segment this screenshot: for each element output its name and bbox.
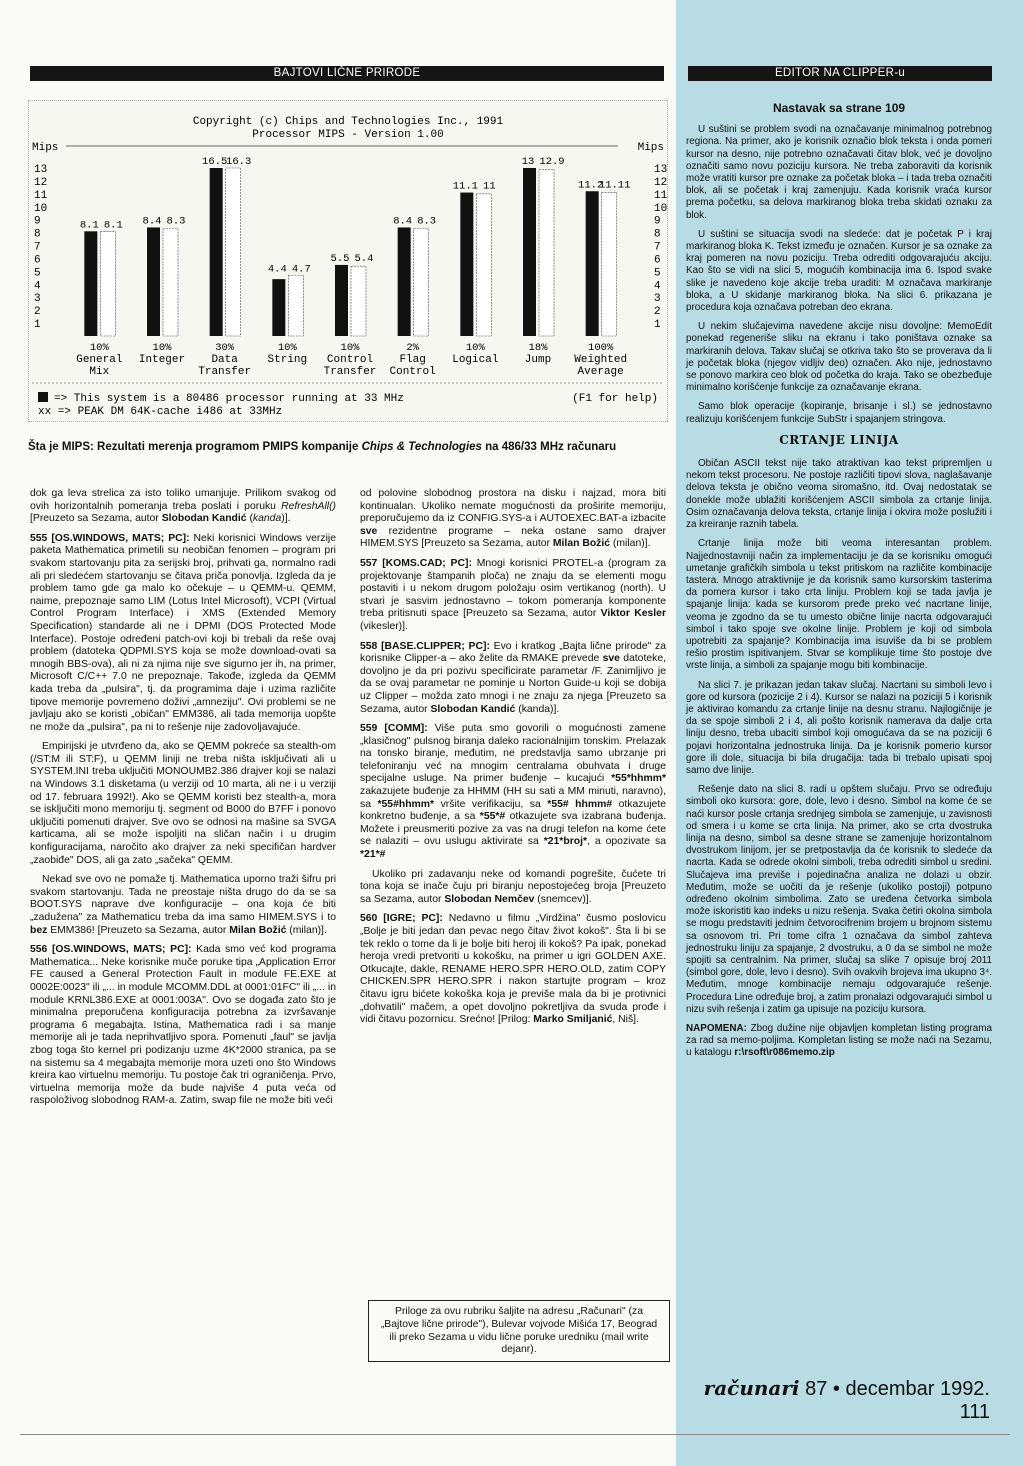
bar-this-system [523,168,536,336]
paragraph: 560 [IGRE; PC]: Nedavno u filmu „Virdžina" čusmo poslovicu „Bolje je biti jedan dan pevac nego čitav život kokoš". Šta li bi se tek reklo o tome da li je bolje biti heroj ili kokoš? Pa ipak, ponekad heroja vredi pretvoriti u kokošku, na primer u igri GOLDEN AXE. Otkucajte, dakle, RENAME HERO.SPR HERO.OLD, zatim COPY CHICKEN.SPR HERO.SPR i nakon startujte program – kroz čitavu igru bićete kokoška koja je previše mala da bi je protivnici „dohvatili" mačem, a opet dovoljno pokretljiva da svuda prođe i vidi čitavu pozornicu. Srećno! [Prilog: Marko Smiljanić, Niš]. [360,913,666,1026]
category-label: String [267,354,308,366]
category-label: Flag [399,354,426,366]
percent-label: 10% [89,342,109,354]
y-tick-right: 8 [654,228,661,241]
value-label-this-system: 11.1 [452,180,478,193]
sidebar-article [686,98,992,1067]
value-label-this-system: 16.5 [202,156,228,168]
bar-peak-dm [539,169,554,336]
caption-company: Chips & Technologies [361,441,482,453]
y-tick-left: 7 [34,241,41,254]
paragraph: 559 [COMM]: Više puta smo govorili o mogućnosti zamene „klasičnog" pulsnog biranja daleko racionalnijim tonskim. Prelazak na tonsko biranje, međutim, ne predstavlja samo ubrzanje pri telefoniranju već na mnogim centralama obuhvata i druge specijalne usluge. Na primer buđenje – kucajući *55*hhmm* zakazujete buđenje za HHMM (HH su sati a MM minuti, naravno), sa *55#hhmm* vršite verifikaciju, sa *55# hhmm# otkazujete konkretno buđenje, a sa *55*# otkazujete sva izabrana buđenja. Možete i preusmeriti pozive za vas na drugi telefon na kome ćete se nalaziti – ovu uslugu aktivirate sa *21*broj*, a opozivate sa *21*# [360,723,667,861]
footer-rule [20,1434,1010,1435]
section-title: CRTANJE LINIJA [779,432,899,447]
category-label-line2: Transfer [323,366,377,378]
paragraph: Empirijski je utvrđeno da, ako se QEMM pokreće sa stealth-om (/ST:M ili ST:F), u QEMM liniji ne treba ništa isključivati ali u SYSTEM.INI treba uključiti MONOUMB2.386 drajver koji se nalazi na Windows 3.1 disketama (u verziji od 10 marta, ali ne i u verziji od 17. februara 1992!). Ako se QEMM koristi bez stealth-a, mora se isključiti mono memoriju tj. segment od B000 do B7FF i ponovo uključiti pomenuti drajver. Sve ovo se odnosi na mašine sa SVGA karticama, ali se može ispoljiti na sličan način i u drugim konfiguracijama, naročito ako drajver za neki specifičan hardver „zaobiđe" DOS, ali ga zato „sačeka" QEMM. [30,741,336,866]
paragraph: Samo blok operacije (kopiranje, brisanje i sl.) se jednostavno realizuju korišćenjem funkcije SubStr i spajanjem stringova. [686,401,992,425]
paragraph: 557 [KOMS.CAD; PC]: Mnogi korisnici PROTEL-a (program za projektovanje štampanih ploča) ne znaju da se elementi mogu postaviti i u nekom drugom položaju osim vertikanog (north). U stvari je sasvim jednostavno – tokom pomeranja komponente treba pritisnuti space [Preuzeto sa Sezama, autor Viktor Kesler (vikesler)]. [360,557,666,632]
value-label-peak-dm: 8.1 [103,219,123,232]
paragraph: Rešenje dato na slici 8. radi u opštem slučaju. Prvo se određuju simboli oko kursora: gore, dole, levo i desno. Simbol na kome će se naći kursor posle crtanja srednjeg simbola se zamenjuje, u zavisnosti od smera i u kome se crta linija. Na primer, ako se crta dvostruka linija na desno, simbol sa desne strane se zamenjuje horizontalnom dvostrukom linijom, jer se pretpostavlja da će korisnik to sledeće da nacrta. Kada se odrede okolni simboli, treba odrediti simbol u sredini. Slučajeva ima previše i pojedinačna analiza ne dolazi u obzir. Međutim, može se uočiti da je rešenje (ukoliko postoji) potpuno određeno okolnim simbolima. Zato se uređena četvorka simbola može iskoristiti kao indeks u nizu rešenja. Svaka četiri okolna simbola se mogu predstaviti jednim četvorocifrenim brojem u brojnom sistemu sa osnovom tri. Pri tome cifra 1 označava da simbol zahteva jednostruku liniju za spajanje, 2 dvostruku, a 0 da se simbol ne može spojiti sa centralnim. Na primer, slučaj sa slike 7 opisuje broj 2011 (simbol gore, dole, levo i desno). Svih ovakvih brojeva ima ukupno 3⁴. Međutim, mnoge kombinacije nemaju odgovarajuće rešenje. Procedura Line određuje broj, a zatim pronalazi odgovarajući simbol u nizu svih rešenja i zatim ga upisuje na poziciju kursora. [686,784,992,1015]
article-column-1 [30,488,336,1115]
legend-swatch [38,392,48,402]
y-tick-left: 5 [34,267,41,280]
bar-this-system [210,168,223,336]
value-label-peak-dm: 11.11 [598,179,631,192]
category-label: Jump [524,354,552,366]
y-tick-right: 9 [654,215,661,228]
y-axis-label-left: Mips [32,142,59,154]
y-tick-left: 4 [34,280,41,293]
y-tick-left: 2 [34,306,41,319]
category-label: Weighted [574,354,628,366]
category-label: General [76,354,123,366]
bar-peak-dm [100,231,115,336]
y-tick-left: 10 [34,202,48,215]
chart-subtitle: Processor MIPS - Version 1.00 [252,129,444,141]
value-label-peak-dm: 5.4 [354,252,374,265]
value-label-this-system: 8.4 [142,215,162,228]
bar-peak-dm [163,229,178,336]
y-tick-right: 6 [654,254,661,267]
paragraph: od polovine slobodnog prostora na disku i najzad, mora biti kontinualan. Ukoliko nemate mogućnosti da proširite memoriju, preporučujemo da iz CONFIG.SYS-a i AUTOEXEC.BAT-a izbacite sve rezidentne programe – neka ostane samo drajver HIMEM.SYS [Preuzeto sa Sezama, autor Milan Božić (milan)]. [360,488,666,550]
percent-label: 2% [406,342,419,354]
value-label-peak-dm: 16.3 [226,156,252,168]
value-label-peak-dm: 8.3 [166,215,186,228]
legend-this-system: => This system is a 80486 processor running at 33 MHz [54,393,404,405]
value-label-peak-dm: 12.9 [539,156,565,168]
paragraph: 555 [OS.WINDOWS, MATS; PC]: Neki korisnici Windows verzije paketa Mathematica primetili su neobičan fenomen – program pri svakom startovanju pita za serijski broj, prihvati ga, normalno radi ali pri sledećem startovanju se čitava priča ponovlja. Izgleda da je problem tamo gde ga malo ko očekuje – u QEMM-u. QEMM, naime, prepoznaje samo LIM (Lotus Intel Microsoft), VCPI (Virtual Control Program Interface) i XMS (Extended Memory Specification) standarde ali ne i DPMI (DOS Protected Mode Interface). Postoje određeni patch-ovi koji bi trebali da reše ovaj problem (datoteka QDPMI.SYS koja se može download-ovati sa mnogih BBS-ova), ali ni za njima nije sve sigurno jer ih, na primer, Microsoft C/C++ 7.0 ne prepoznaje. Takođe, izgleda da QEMM kada treba da „pulsira", tj. da programima daje i uzima različite tipove memorije povremeno doživi „amneziju". Ovi problemi se ne javljaju ako se koristi „običan" EMM386, ali tada memorija uopšte ne može da „pulsira", pa ni to rešenje nije zadovoljavajuće. [30,532,336,733]
caption-prefix: Šta je MIPS: Rezultati merenja programom PMIPS kompanije [28,441,362,453]
chart-title: Copyright (c) Chips and Technologies Inc., 1991 [192,116,504,128]
bar-peak-dm [288,275,303,336]
y-tick-left: 1 [34,319,41,332]
paragraph: 556 [OS.WINDOWS, MATS; PC]: Kada smo već kod programa Mathematica... Neke korisnike muče poruke tipa „Application Error FE caused a General Protection Fault in module FE.EXE at 0002E:0023" ili „... in module MCOMM.DDL at 0001:01FC" ili „... in module KRNL386.EXE at 0001:003A". Ovo se događa zato što je minimalna preporučena konfiguracija potrebna za izvršavanje programa 6 megabajta. Istina, Mathematica radi i sa manje memorije ali je tada neprihvatljivo spora. Pomenuti „faul" se javlja zbog toga što kernel pri podizanju uzme 4K*2000 stranica, pa se na sistemu sa 4 megabajta memorije mora uzeti ono što Windows kreira kao virtuelnu memoriju. Tu postoje čak tri ograničenja. Prvo, virtuelna memorija može da bude najviše 4 puta veća od raspoloživog slobodnog RAM-a. Zatim, swap file ne može biti veći [30,944,336,1107]
bar-this-system [460,193,473,336]
bar-this-system [84,231,97,336]
percent-label: 100% [588,342,614,354]
bar-peak-dm [351,266,366,336]
percent-label: 18% [528,342,548,354]
paragraph: Nekad sve ovo ne pomaže tj. Mathematica uporno traži šifru pri svakom startovanju. Tada ne preostaje ništa drugo do da se sa BOOT.SYS naprave dve konfiguracije – ona koja će biti „zadužena" za Mathematicu treba da ima samo HIMEM.SYS i to bez EMM386! [Preuzeto sa Sezama, autor Milan Božić (milan)]. [30,874,336,936]
paragraph: Ukoliko pri zadavanju neke od komandi pogrešite, čućete tri tona koja se inače čuju pri biranju nepostojećeg broja [Preuzeto sa Sezama, autor Slobodan Nemčev (snemcev)]. [360,868,666,905]
help-hint: (F1 for help) [572,393,658,405]
paragraph: U suštini se situacija svodi na sledeće: dat je početak P i kraj markiranog bloka K. Tekst između je označen. Kursor je sa oznake za kraj pomeren na novu poziciju. Treba odrediti odgovarajuću akciju. Kao što se vidi na slici 5, mogućih kombinacija ima 6. Ispod svake slike je navedeno koje akcije treba uraditi: M označava markiranje bloka, a U skidanje markiranog bloka. Na slici 6. prikazana je procedura koja označava potreban deo ekrana. [686,228,992,314]
category-label-line2: Average [577,366,624,378]
category-label-line2: Transfer [198,366,252,378]
percent-label: 30% [215,342,235,354]
bar-this-system [272,279,285,336]
magazine-name: računari [703,1376,800,1400]
value-label-this-system: 13 [521,156,535,168]
page-footer [680,1376,990,1424]
chart-caption [28,440,668,454]
y-tick-right: 13 [654,164,668,176]
paragraph: Na slici 7. je prikazan jedan takav slučaj. Nacrtani su simboli levo i gore od kursora (pozicije 2 i 4). Kursor se nalazi na poziciji 5 i korisnik je aktivirao komandu za crtanje linije na desnu stranu. Najlogičnije je da se spoje simboli 2 i 4, ali pošto korisnik namerava da dalje crta liniju desno, treba ubaciti simbol koji omogućava da se na poziciji 6 pojavi horizontalna jednostruka linija. Da je korisnik pomerio kursor gore ili dole, situacija bi bila drugačija: tada bi trebalo upisati spoj samo dve linije. [686,679,992,776]
percent-label: 10% [152,342,172,354]
value-label-peak-dm: 8.3 [417,215,437,228]
y-tick-right: 3 [654,293,661,306]
y-tick-right: 12 [654,176,668,189]
bar-peak-dm [226,168,241,336]
y-tick-left: 12 [34,176,48,189]
percent-label: 10% [277,342,297,354]
caption-suffix: na 486/33 MHz računaru [481,441,617,453]
paragraph: dok ga leva strelica za isto toliko umanjuje. Prilikom svakog od ovih horizontalnih pomeranja treba poslati i poruku RefreshAll() [Preuzeto sa Sezama, autor Slobodan Kandić (kanda)]. [30,488,336,525]
value-label-peak-dm: 11 [483,180,496,193]
bar-peak-dm [602,192,617,336]
y-tick-right: 2 [654,306,661,319]
footer-issue: 87 • decembar 1992. 111 [799,1378,990,1423]
category-label: Logical [452,354,499,366]
category-label: Integer [138,354,186,366]
bar-this-system [335,265,348,336]
article-column-2 [360,488,666,1034]
section-header-right: EDITOR NA CLIPPER-u [688,66,992,81]
paragraph: U nekim slučajevima navedene akcije nisu dovoljne: MemoEdit ponekad regeneriše sliku na ekranu i tako poništava oznake sa markiranih delova. Takav slučaj se otkriva tako što se proverava da li je početak bloka (njegov vidljiv deo) označen. Ako nije, jednostavno se ponovo markira ceo blok od početka do kraja. Tako se obezbeđuje minimalno korišćenje funkcije za označavanje ekrana. [686,321,992,394]
value-label-this-system: 8.4 [393,215,413,228]
value-label-this-system: 11.2 [578,179,604,192]
sidebar-subtitle: Nastavak sa strane 109 [772,101,906,115]
y-tick-right: 7 [654,241,661,254]
y-tick-left: 3 [34,293,41,306]
percent-label: 10% [465,342,485,354]
y-tick-left: 6 [34,254,41,267]
percent-label: 10% [340,342,360,354]
category-label: Data [211,354,238,366]
y-tick-right: 5 [654,267,661,280]
y-axis-label-right: Mips [637,142,664,154]
section-header-left: BAJTOVI LIČNE PRIRODE [30,66,664,81]
y-tick-left: 8 [34,228,41,241]
y-tick-right: 10 [654,202,668,215]
y-tick-left: 11 [34,189,48,202]
value-label-peak-dm: 4.7 [291,263,311,276]
submission-info-box: Priloge za ovu rubriku šaljite na adresu „Računari" (za „Bajtove lične prirode"), Bulevar vojvode Mišića 17, Beograd ili preko Sezama u vidu lične poruke uredniku (mail write dejanr). [368,1300,670,1362]
category-label-line2: Control [389,366,436,378]
value-label-this-system: 5.5 [330,252,350,265]
paragraph: Crtanje linija može biti veoma interesantan problem. Najjednostavniji način za implementaciju je da se korisniku omogući umetanje grafičkih simbola u tekst pritiskom na različite kombinacije tastera. Mnogo atraktivnije je da korisnik samo kursorskim tasterima da pomera kursor i tako crta liniju. Problem koji se tada javlja je spajanje linija: kada se kursorom pređe preko već nacrtane linije, veoma je zgodno da se tu umesto obične linije nacrta odgovarajući simbol i tako spoje sve okolne linije. Problem je koji od simbola upotrebiti za spajanje? Kombinacija ima isuviše da bi se problem rešio prostim ispitivanjem. Stvar se komplikuje time što postoje dve vrste linija, a simboli za spajanje mogu biti kombinacije. [686,538,992,672]
y-tick-left: 9 [34,215,41,228]
paragraph: Običan ASCII tekst nije tako atraktivan kao tekst pripremljen u nekom tekst procesoru. Ne postoje različiti tipovi slova, naglašavanje delova teksta je obično veoma siromašno, itd. Ovaj nedostatak se donekle može ublažiti korišćenjem ASCII simbola za crtanje linija. Osim označavanja delova teksta, crtanje linija i okvira može poslužiti i za kreiranje raznih tabela. [686,458,992,531]
y-tick-right: 11 [654,189,668,202]
y-tick-left: 13 [34,164,48,176]
value-label-this-system: 4.4 [267,263,287,276]
paragraph: U suštini se problem svodi na označavanje minimalnog potrebnog regiona. Na primer, ako je korisnik označio blok teksta i onda pomeri kursor na desno, nije potrebno označavati čitav blok, već je dovoljno označiti samo novu poziciju kursora. Ne treba zaboraviti da korisnik može vratiti kursor pre oznake za početak bloka – i tada treba označiti blok, ali se početak i kraj zamenjuju. Kada korisnik vraća kursor prema početku, sa delova markiranog bloka treba skidati oznaku za blok. [686,124,992,221]
y-tick-right: 4 [654,280,661,293]
value-label-this-system: 8.1 [79,219,99,232]
bar-this-system [398,227,411,336]
mips-chart [28,100,668,422]
bar-this-system [586,191,599,336]
y-tick-right: 1 [654,319,661,332]
paragraph: 558 [BASE.CLIPPER; PC]: Evo i kratkog „Bajta lične prirode" za korisnike Clipper-a – ako želite da RMAKE prevede sve datoteke, dovoljno je da pri pozivu specificirate parametar /F. Zanimljivo je da se ovaj parametar ne pominje u Norton Guide-u koji se dobija uz Clipper – možda zato mnogi i ne znaju za njega [Preuzeto sa Sezama, autor Slobodan Kandić (kanda)]. [360,640,666,715]
bar-peak-dm [476,194,491,336]
paragraph: NAPOMENA: Zbog dužine nije objavljen kompletan listing programa za rad sa memo-poljima. Kompletan listing se može naći na Sezamu, u katalogu r:\rsoft\r086memo.zip [686,1023,992,1059]
category-label: Control [326,354,374,366]
legend-peak-dm: xx => PEAK DM 64K-cache i486 at 33MHz [38,406,283,418]
bar-this-system [147,227,160,336]
bar-peak-dm [414,229,429,336]
category-label-line2: Mix [89,366,110,378]
